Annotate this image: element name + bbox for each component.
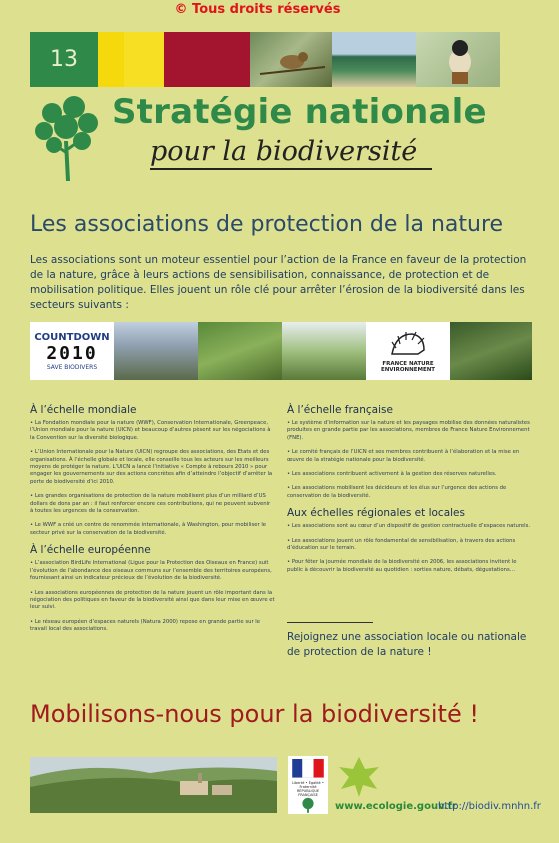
list-item: • Les associations mobilisent les décideurs et les élus sur l’urgence des actions de conservation de la biodiversité. <box>287 485 532 500</box>
heading-mondiale: À l’échelle mondiale <box>30 404 137 416</box>
hedgehog-icon <box>388 330 428 358</box>
list-item: • La Fondation mondiale pour la nature (WWF), Conservation Internationale, Greenpeace, l’Union mondiale pour la nature (UICN) et beaucoup d’autres pèsent sur les négociations à la Convention sur la diversité biologique. <box>30 420 275 442</box>
main-subtitle: pour la biodiversité <box>150 136 418 167</box>
heading-francaise: À l’échelle française <box>287 404 393 416</box>
list-item: • L’Union Internationale pour la Nature (UICN) regroupe des associations, des Etats et des organisations. À l’échelle globale et locale, elle conseille tous les acteurs sur les meilleurs moyens de protéger la nature. L’UICN a lancé l’initiative « Compte à rebours 2010 » pour engager les gouvernements sur des actions concrètes afin d’atteindre l’objectif d’arrêter la perte de biodiversité d’ici 2010. <box>30 449 275 486</box>
ecologie-link[interactable]: www.ecologie.gouv.fr <box>335 801 457 812</box>
list-europeenne <box>30 560 275 633</box>
biodiversity-leaf-icon <box>335 755 383 799</box>
republique-francaise-logo: Liberté • Égalité • Fraternité RÉPUBLIQUE FRANÇAISE <box>288 756 328 814</box>
header-banner <box>30 32 530 87</box>
join-callout: Rejoignez une association locale ou nationale de protection de la nature ! <box>287 631 527 658</box>
list-item: • Les associations contribuent activement à la gestion des réserves naturelles. <box>287 471 532 478</box>
left-column <box>30 404 275 641</box>
coast-photo <box>332 32 416 87</box>
heading-regionales: Aux échelles régionales et locales <box>287 507 465 520</box>
copyright-notice: © Tous droits réservés <box>174 2 341 17</box>
red-band <box>164 32 250 87</box>
join-divider <box>287 622 373 623</box>
list-item: • Le réseau européen d’espaces naturels (Natura 2000) repose en grande partie sur le travail local des associations. <box>30 619 275 634</box>
right-column <box>287 404 532 581</box>
list-item: • Le système d’information sur la nature et les paysages mobilise des données naturalistes produites en grande partie par les associations, membres de France Nature Environnement (FNE). <box>287 420 532 442</box>
countdown-2010-logo: COUNTDOWN 2010 SAVE BIODIVERS <box>30 322 114 380</box>
subtitle-underline <box>150 168 432 170</box>
yellow-band-2 <box>124 32 164 87</box>
photo-strip <box>30 322 532 380</box>
field-group-photo <box>282 322 366 380</box>
tree-logo-icon <box>30 93 102 183</box>
list-item: • Le WWF a créé un centre de renommée internationale, à Washington, pour mobiliser le secteur privé sur la conservation de la biodiversité. <box>30 522 275 537</box>
fne-logo: FRANCE NATURE ENVIRONNEMENT <box>366 322 450 380</box>
main-title: Stratégie nationale <box>112 92 487 132</box>
mobilisons-slogan: Mobilisons-nous pour la biodiversité ! <box>30 700 479 728</box>
list-item: • Les associations européennes de protection de la nature jouent un rôle important dans la négociation des politiques en faveur de la biodiversité ainsi que dans leur mise en œuvre et leur suivi. <box>30 590 275 612</box>
section-title: Les associations de protection de la nature <box>30 212 504 237</box>
intro-paragraph: Les associations sont un moteur essentiel pour l’action de la France en faveur de la protection de la nature, grâce à leurs actions de sensibilisation, connaissance, de protection et de mobilisation politique. Elles jouent un rôle clé pour arrêter l’érosion de la biodiversité dans les secteurs suivants : <box>30 254 527 311</box>
heading-europeenne: À l’échelle européenne <box>30 544 151 557</box>
village-landscape-photo <box>30 757 277 813</box>
marianne-flag-icon <box>291 759 325 781</box>
ministry-tree-icon <box>300 797 316 814</box>
panel-number: 13 <box>30 32 98 87</box>
list-mondiale <box>30 420 275 537</box>
list-item: • Les associations jouent un rôle fondamental de sensibilisation, à travers des actions d’éducation sur le terrain. <box>287 538 532 553</box>
list-item: • Les associations sont au cœur d’un dispositif de gestion contractuelle d’espaces naturels. <box>287 523 532 530</box>
bird-photo <box>250 32 332 87</box>
list-item: • Pour fêter la journée mondiale de la biodiversité en 2006, les associations invitent le public à découvrir la biodiversité au quotidien : sorties nature, débats, dégustations… <box>287 559 532 574</box>
list-item: • Les grandes organisations de protection de la nature mobilisent plus d’un milliard d’US dollars de dons par an : il faut renforcer encore ces contributions, qui ne peuvent subvenir à toutes les urgences de la conservation. <box>30 493 275 515</box>
list-item: • Le comité français de l’UICN et ses membres contribuent à l’élaboration et la mise en œuvre de la stratégie nationale pour la biodiversité. <box>287 449 532 464</box>
list-item: • L’association BirdLife International (Ligue pour la Protection des Oiseaux en France) suit l’évolution de l’abondance des oiseaux communs sur l’ensemble des territoires européens, fournissant ainsi un indicateur précieux de l’évolution de la biodiversité. <box>30 560 275 582</box>
yellow-band <box>98 32 124 87</box>
forest-people-photo <box>450 322 532 380</box>
mnhn-link[interactable]: http://biodiv.mnhn.fr <box>438 801 541 812</box>
stonechat-photo <box>416 32 500 87</box>
meadow-group-photo <box>198 322 282 380</box>
hikers-photo <box>114 322 198 380</box>
list-regionales <box>287 523 532 574</box>
list-francaise <box>287 420 532 500</box>
